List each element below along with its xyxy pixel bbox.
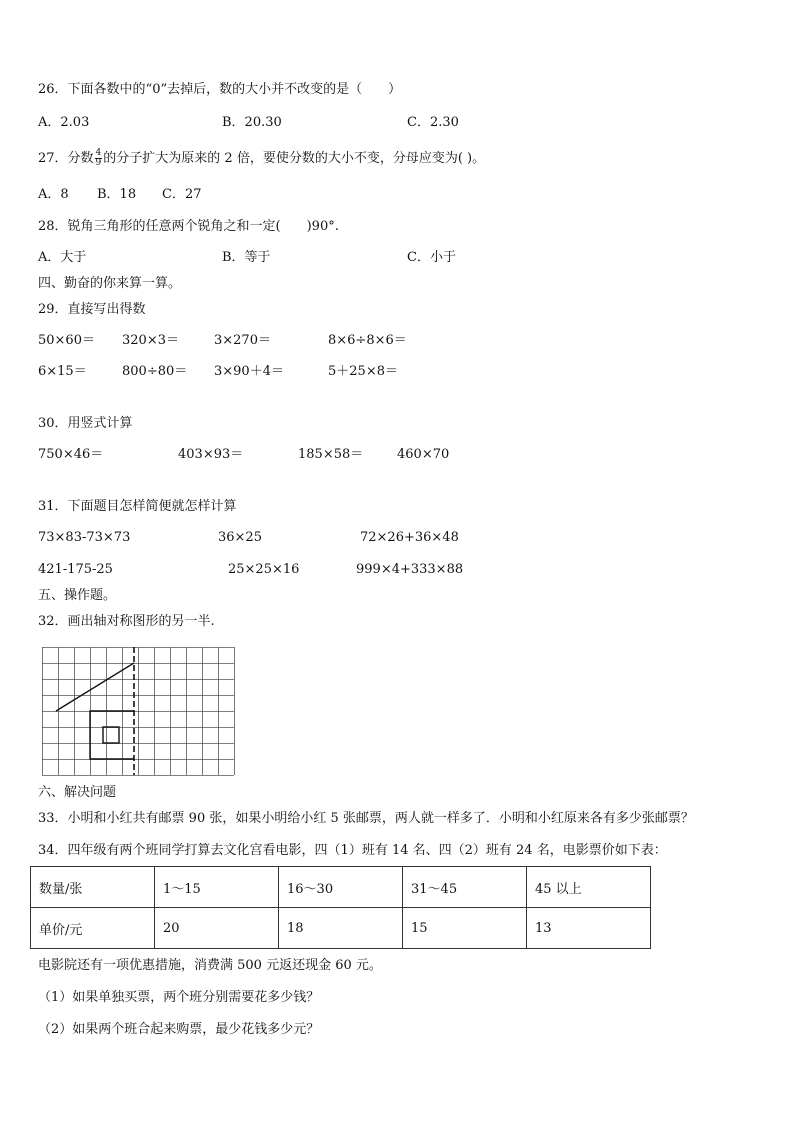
q32-stem: 32．画出轴对称图形的另一半. [38, 614, 215, 629]
q27-fraction-denominator: 9 [95, 158, 102, 168]
table-cell: 数量/张 [31, 867, 155, 908]
q26-option-b: B．20.30 [222, 115, 282, 130]
table-row [31, 908, 651, 949]
q27-fraction [95, 149, 103, 168]
q26-option-a: A．2.03 [38, 115, 90, 130]
q34-sub-question-2: （2）如果两个班合起来购票，最少花钱多少元？ [38, 1022, 320, 1037]
figure-outer-rectangle [90, 711, 134, 759]
table-cell: 16～30 [279, 867, 403, 908]
q29-r1-c4: 8×6÷8×6＝ [328, 333, 407, 348]
q30-stem: 30．用竖式计算 [38, 416, 133, 431]
table-cell: 31～45 [403, 867, 527, 908]
q29-r1-c1: 50×60＝ [38, 333, 95, 348]
q31-r1-c2: 36×25 [218, 530, 262, 545]
table-cell: 单价/元 [31, 908, 155, 949]
q31-r1-c1: 73×83-73×73 [38, 530, 131, 545]
q27-option-a: A．8 [38, 187, 69, 202]
q28-option-b: B．等于 [222, 250, 271, 265]
q29-r2-c4: 5＋25×8＝ [328, 364, 398, 379]
q29-r2-c1: 6×15＝ [38, 364, 87, 379]
table-cell: 45 以上 [527, 867, 651, 908]
q27-stem-before: 27．分数 [38, 151, 94, 166]
q29-r2-c2: 800÷80＝ [122, 364, 188, 379]
table-cell: 1～15 [155, 867, 279, 908]
q31-r2-c1: 421-175-25 [38, 562, 113, 577]
q29-r2-c3: 3×90＋4＝ [214, 364, 284, 379]
q27-stem-after: 的分子扩大为原来的 2 倍，要使分数的大小不变，分母应变为( )。 [103, 151, 486, 166]
q33-stem: 33．小明和小红共有邮票 90 张，如果小明给小红 5 张邮票，两人就一样多了．小明和小红原来各有多少张邮票？ [38, 811, 694, 826]
q31-r2-c3: 999×4+333×88 [356, 562, 464, 577]
section-4-heading: 四、勤奋的你来算一算。 [38, 276, 182, 291]
table-row [31, 867, 651, 908]
q27-option-b: B．18 [97, 187, 137, 202]
q27-fraction-numerator: 4 [95, 148, 102, 158]
q30-item-2: 403×93＝ [178, 447, 244, 462]
table-cell: 18 [279, 908, 403, 949]
section-6-heading: 六、解决问题 [38, 785, 117, 800]
q29-stem: 29．直接写出得数 [38, 302, 146, 317]
q28-option-c: C．小于 [407, 250, 456, 265]
q28-stem: 28．锐角三角形的任意两个锐角之和一定( )90°. [38, 219, 339, 234]
q26-stem: 26．下面各数中的“0”去掉后，数的大小并不改变的是（ ） [38, 82, 402, 97]
q29-r1-c3: 3×270＝ [214, 333, 271, 348]
table-cell: 15 [403, 908, 527, 949]
q26-option-c: C．2.30 [407, 115, 459, 130]
q29-r1-c2: 320×3＝ [122, 333, 179, 348]
q28-option-a: A．大于 [38, 250, 87, 265]
figure-inner-square [103, 727, 119, 743]
q31-stem: 31．下面题目怎样简便就怎样计算 [38, 499, 237, 514]
table-cell: 13 [527, 908, 651, 949]
q30-item-4: 460×70 [397, 447, 450, 462]
q34-note: 电影院还有一项优惠措施，消费满 500 元返还现金 60 元。 [38, 958, 382, 973]
q34-sub-question-1: （1）如果单独买票，两个班分别需要花多少钱？ [38, 990, 320, 1005]
q31-r1-c3: 72×26+36×48 [360, 530, 459, 545]
q34-stem: 34．四年级有两个班同学打算去文化宫看电影，四（1）班有 14 名、四（2）班有 24 名，电影票价如下表： [38, 843, 667, 858]
q27-option-c: C．27 [162, 187, 202, 202]
table-cell: 20 [155, 908, 279, 949]
q30-item-1: 750×46＝ [38, 447, 104, 462]
symmetry-grid [42, 647, 246, 777]
ticket-price-table [30, 866, 651, 949]
section-5-heading: 五、操作题。 [38, 588, 117, 603]
q27-stem [38, 148, 485, 170]
q31-r2-c2: 25×25×16 [228, 562, 300, 577]
q30-item-3: 185×58＝ [298, 447, 364, 462]
